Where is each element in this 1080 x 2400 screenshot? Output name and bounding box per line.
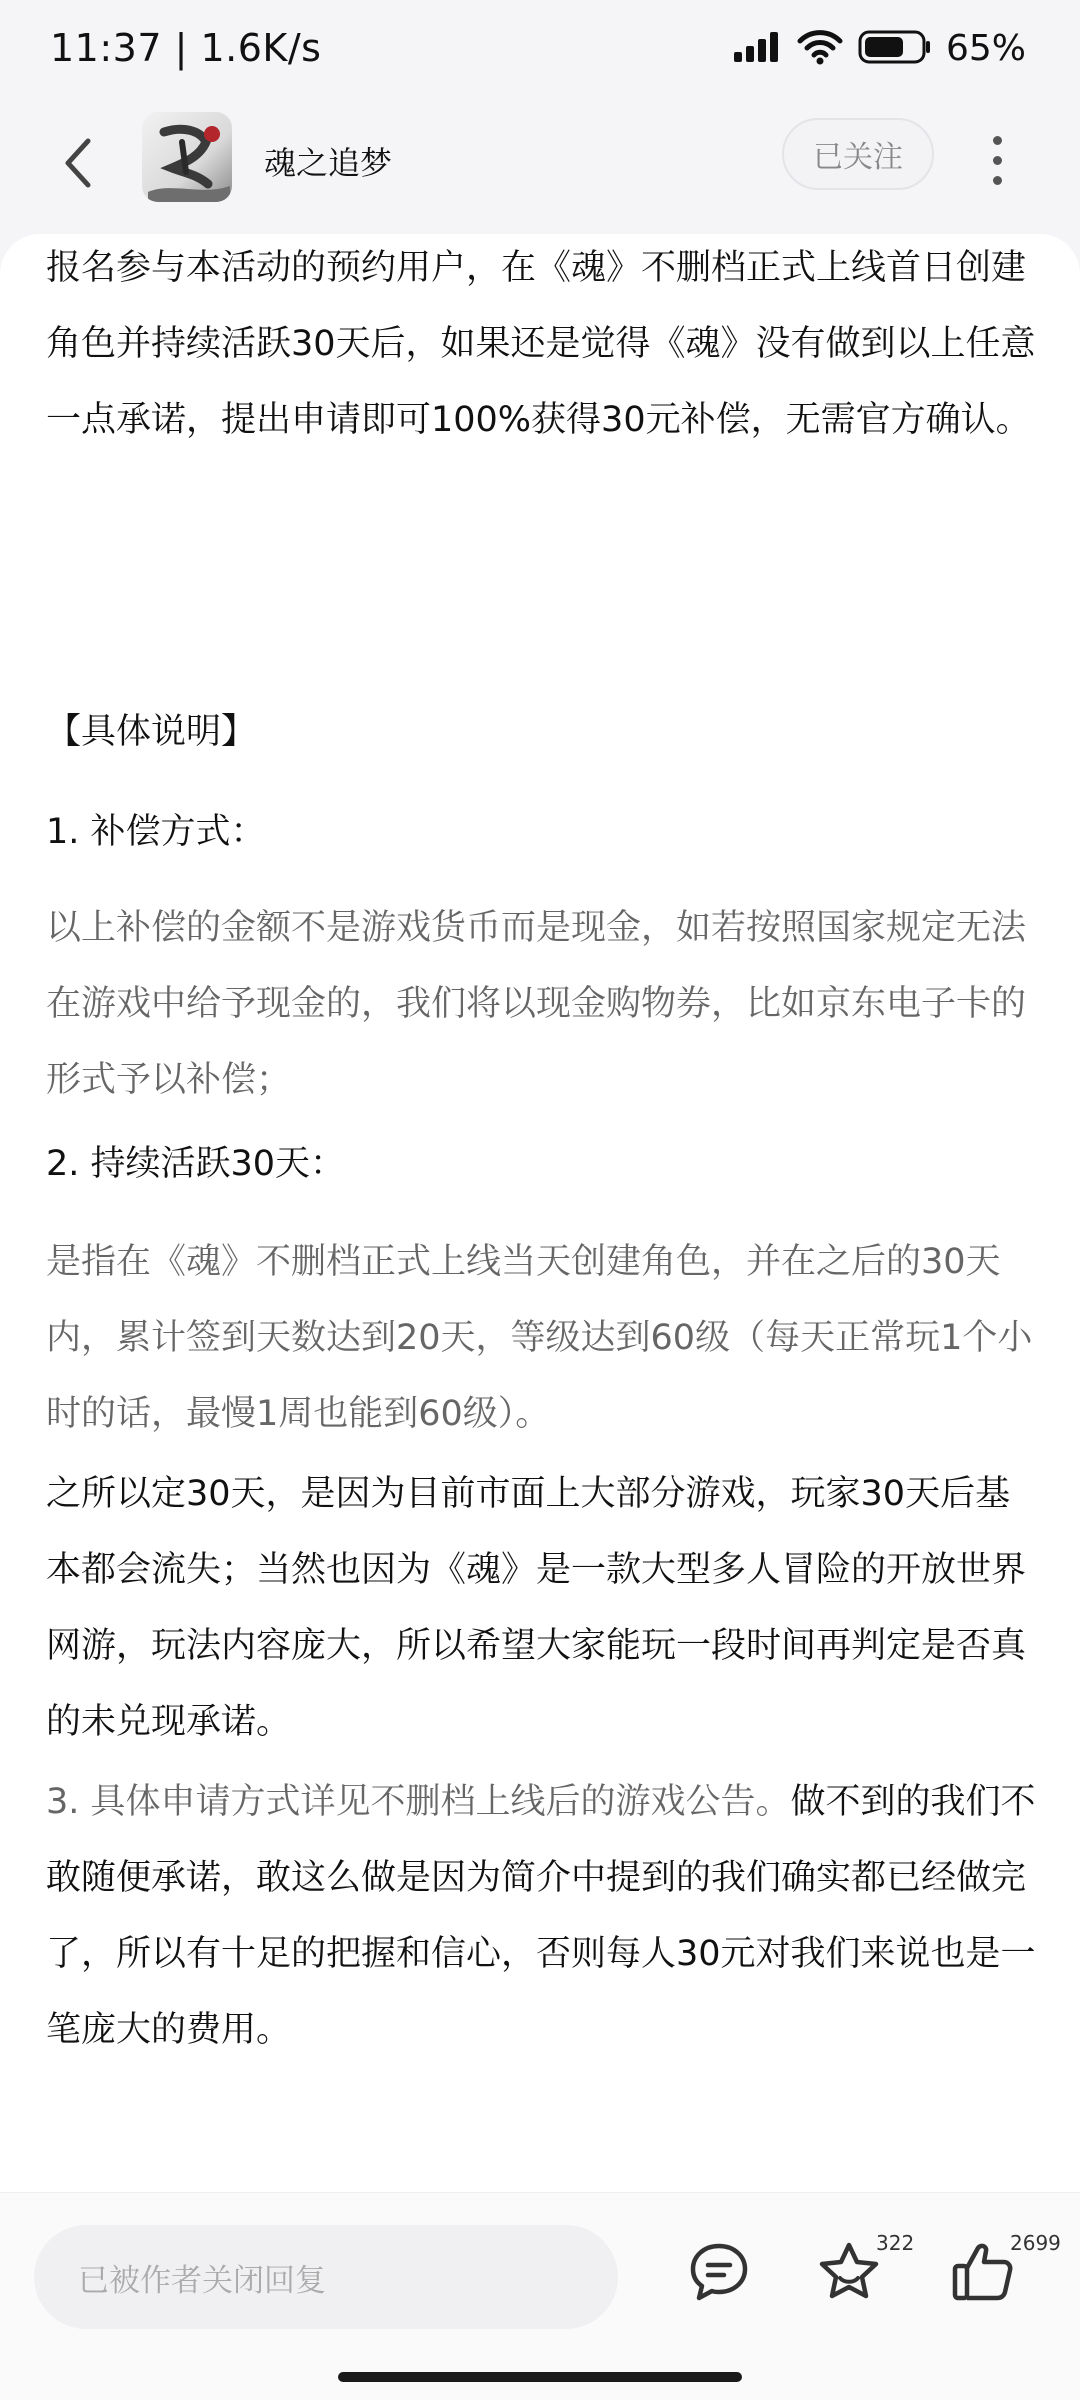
avatar[interactable] — [142, 112, 232, 202]
signal-icon — [732, 30, 782, 68]
header-bar — [0, 100, 1080, 240]
battery-percent: 65% — [945, 28, 1026, 69]
like-count: 2699 — [1010, 2231, 1061, 2255]
follow-button[interactable]: 已关注 — [782, 118, 934, 190]
item1-title: 1. 补偿方式： — [46, 812, 266, 852]
item3-muted-text: 3. 具体申请方式详见不删档上线后的游戏公告。 — [46, 1782, 791, 1822]
item2-title: 2. 持续活跃30天： — [46, 1144, 346, 1184]
back-button[interactable] — [48, 130, 108, 200]
more-vertical-icon[interactable] — [974, 130, 1020, 190]
favorite-count: 322 — [876, 2231, 915, 2255]
favorite-button[interactable] — [814, 2239, 884, 2309]
app-name[interactable]: 魂之追梦 — [264, 144, 393, 182]
intro-paragraph: 报名参与本活动的预约用户，在《魂》不删档正式上线首日创建角色并持续活跃30天后，如果还是觉得《魂》没有做到以上任意一点承诺，提出申请即可100%获得30元补偿，无需官方确认。 — [46, 248, 1036, 440]
item2-body: 是指在《魂》不删档正式上线当天创建角色，并在之后的30天内，累计签到天数达到20天，等级达到60级（每天正常玩1个小时的话，最慢1周也能到60级）。 — [46, 1242, 1033, 1434]
home-indicator[interactable] — [338, 2372, 742, 2382]
status-indicators — [732, 28, 1026, 69]
item3-strong-text: 做不到的我们不敢随便承诺，敢这么做是因为简介中提到的我们确实都已经做完了，所以有十足的把握和信心，否则每人30元对我们来说也是一笔庞大的费用。 — [46, 1782, 1036, 2050]
status-bar — [0, 0, 1080, 100]
chevron-left-icon — [62, 137, 94, 193]
comment-button[interactable] — [684, 2239, 754, 2309]
comment-icon — [688, 2241, 750, 2307]
thumbs-up-icon — [950, 2240, 1016, 2308]
item1-body: 以上补偿的金额不是游戏货币而是现金，如若按照国家规定无法在游戏中给予现金的，我们将以现金购物券，比如京东电子卡的形式予以补偿； — [46, 908, 1027, 1100]
reply-input[interactable]: 已被作者关闭回复 — [34, 2225, 618, 2329]
star-icon — [816, 2240, 882, 2308]
section-title: 【具体说明】 — [46, 712, 257, 752]
item3-paragraph — [46, 1764, 1036, 2068]
article-content — [0, 234, 1080, 2400]
bottom-bar — [0, 2192, 1080, 2400]
status-time: 11:37 | 1.6K/s — [50, 26, 322, 70]
like-button[interactable] — [948, 2239, 1018, 2309]
item2-note: 之所以定30天，是因为目前市面上大部分游戏，玩家30天后基本都会流失；当然也因为《魂》是一款大型多人冒险的开放世界网游，玩法内容庞大，所以希望大家能玩一段时间再判定是否真的未兑现承诺。 — [46, 1474, 1027, 1742]
wifi-icon — [796, 29, 844, 69]
battery-icon — [858, 29, 932, 69]
